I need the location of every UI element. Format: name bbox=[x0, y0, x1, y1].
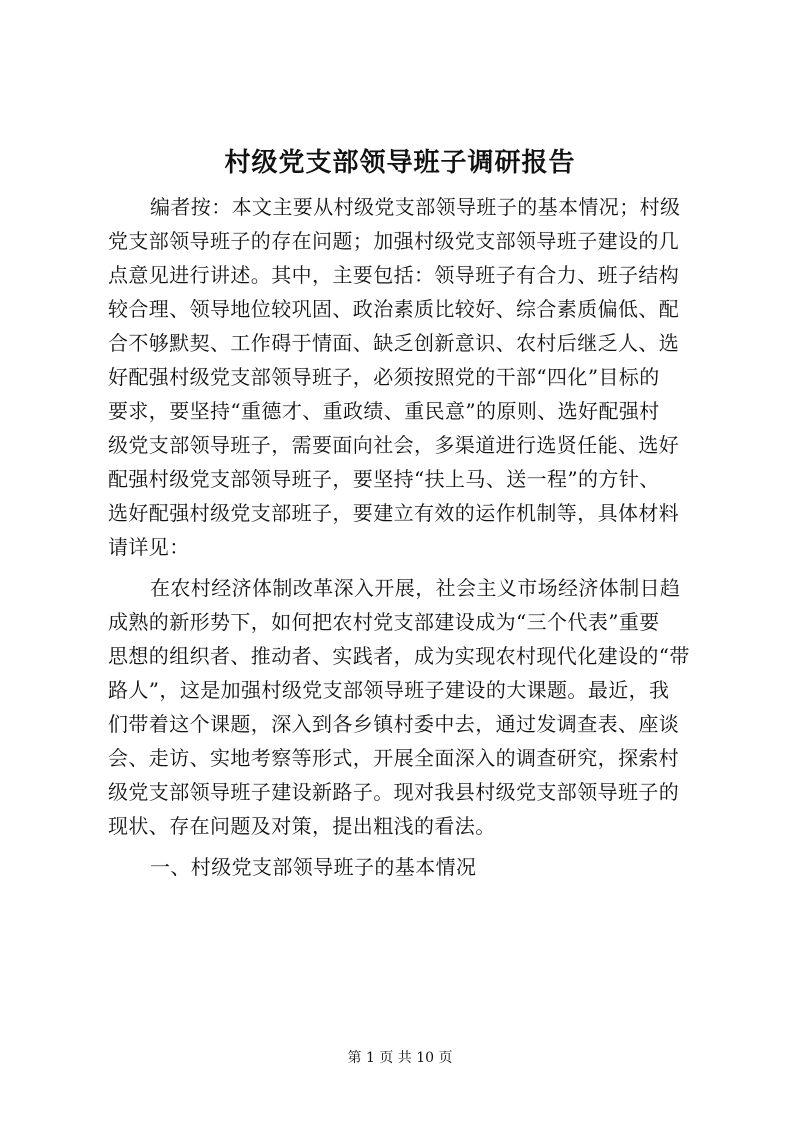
editor-note-line: 请详见： bbox=[108, 535, 190, 559]
page-number-footer: 第 1 页 共 10 页 bbox=[347, 1050, 453, 1066]
editor-note-line: 级党支部领导班子，需要面向社会，多渠道进行选贤任能、选好 bbox=[108, 433, 680, 457]
editor-note-line: 较合理、领导地位较巩固、政治素质比较好、综合素质偏低、配 bbox=[108, 297, 680, 321]
document-title: 村级党支部领导班子调研报告 bbox=[224, 148, 576, 178]
editor-note-line: 党支部领导班子的存在问题；加强村级党支部领导班子建设的几 bbox=[108, 229, 680, 253]
editor-note-line: 配强村级党支部领导班子，要坚持“扶上马、送一程”的方针、 bbox=[108, 467, 660, 491]
editor-note-line: 选好配强村级党支部班子，要建立有效的运作机制等，具体材料 bbox=[108, 501, 680, 525]
editor-note-line: 点意见进行讲述。其中，主要包括：领导班子有合力、班子结构 bbox=[108, 263, 680, 287]
paragraph-line: 路人”，这是加强村级党支部领导班子建设的大课题。最近，我 bbox=[108, 678, 670, 702]
paragraph-line: 们带着这个课题，深入到各乡镇村委中去，通过发调查表、座谈 bbox=[108, 712, 680, 736]
paragraph-line: 在农村经济体制改革深入开展，社会主义市场经济体制日趋 bbox=[150, 576, 681, 600]
section-heading: 一、村级党支部领导班子的基本情况 bbox=[150, 855, 477, 879]
paragraph-line: 级党支部领导班子建设新路子。现对我县村级党支部领导班子的 bbox=[108, 780, 680, 804]
paragraph-line: 会、走访、实地考察等形式，开展全面深入的调查研究，探索村 bbox=[108, 746, 680, 770]
editor-note-line: 编者按：本文主要从村级党支部领导班子的基本情况；村级 bbox=[150, 195, 681, 219]
editor-note-line: 好配强村级党支部领导班子，必须按照党的干部“四化”目标的 bbox=[108, 365, 660, 389]
intro-paragraph bbox=[108, 571, 708, 843]
editor-note bbox=[108, 190, 708, 564]
editor-note-line: 合不够默契、工作碍于情面、缺乏创新意识、农村后继乏人、选 bbox=[108, 331, 680, 355]
document-body bbox=[108, 190, 708, 884]
paragraph-line: 成熟的新形势下，如何把农村党支部建设成为“三个代表”重要 bbox=[108, 610, 660, 634]
paragraph-line: 现状、存在问题及对策，提出粗浅的看法。 bbox=[108, 814, 496, 838]
editor-note-line: 要求，要坚持“重德才、重政绩、重民意”的原则、选好配强村 bbox=[108, 399, 660, 423]
paragraph-line: 思想的组织者、推动者、实践者，成为实现农村现代化建设的“带 bbox=[108, 644, 690, 668]
